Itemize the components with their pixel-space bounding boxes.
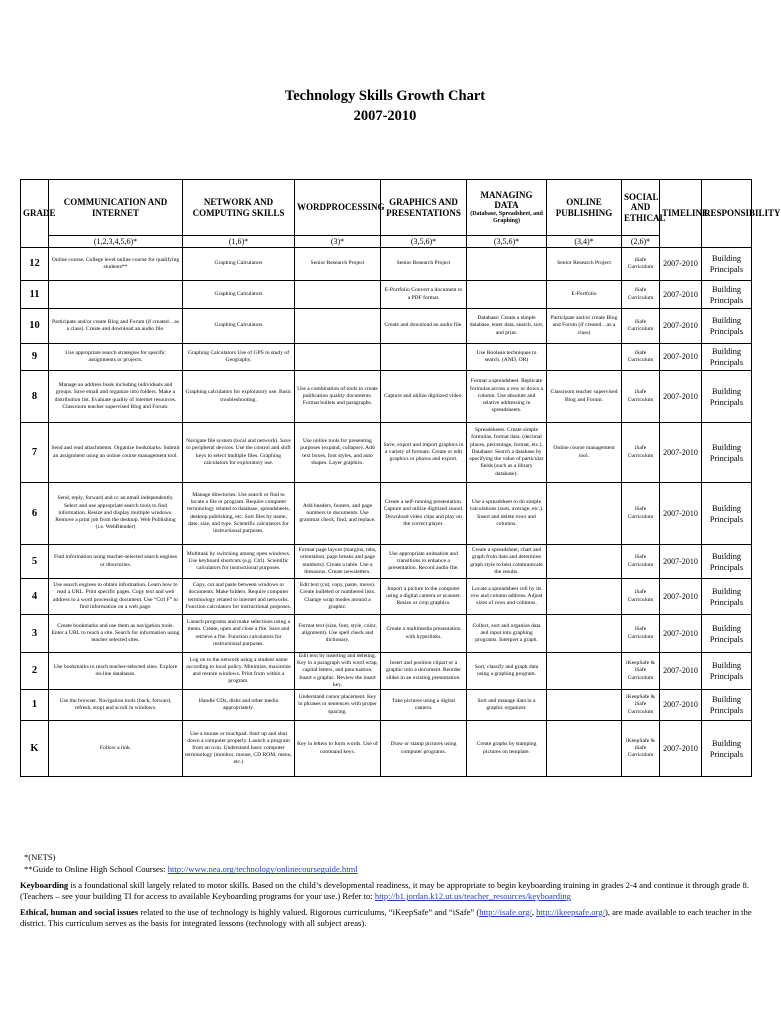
network-cell: Manage directories. Use search or find to locate a file or program. Require computer terminology related to database, spreadsheets, desktop publishing, etc. Sort files by name, date, size, and type. Scientific calculators for instructional purposes. <box>183 483 295 545</box>
wordprocessing-cell: Edit text by inserting and deleting. Key in a paragraph with word wrap, capital letters, and punctuation. Insert a graphic. Review the insert key. <box>295 653 381 690</box>
keyboarding-text: is a foundational skill largely related to motor skills. Based on the child’s developmental readiness, it may be appropriate to begin keyboarding training in grades 2-4 and continue it through grade 8. (Teachers – see your building TI for access to available Keyboarding programs for your use.) Refer to: <box>20 879 749 902</box>
table-row <box>21 690 752 721</box>
responsibility-cell: Building Principals <box>702 721 752 777</box>
ethical-sep: , <box>531 906 537 917</box>
graphics-cell: Create and download an audio file. <box>381 309 467 344</box>
online-publishing-cell: Senior Research Project <box>547 248 622 281</box>
grade-cell: 4 <box>21 579 49 615</box>
responsibility-cell: Building Principals <box>702 248 752 281</box>
network-cell: Graphing Calculators <box>183 281 295 309</box>
grade-cell: 8 <box>21 371 49 423</box>
responsibility-cell: Building Principals <box>702 344 752 371</box>
managing-data-cell: Format a spreadsheet. Replicate formulas across a row or down a column. Use absolute and relative addressing in spreadsheets. <box>467 371 547 423</box>
social-ethical-cell: iSafe Curriculum <box>622 344 660 371</box>
social-ethical-cell: iSafe Curriculum <box>622 309 660 344</box>
table-row <box>21 423 752 483</box>
online-publishing-cell: Online course management tool. <box>547 423 622 483</box>
communication-cell: Use bookmarks to reach teacher-selected sites. Explore on-line databases. <box>49 653 183 690</box>
social-ethical-cell: iKeepSafe & iSafe Curriculum <box>622 653 660 690</box>
grade-cell: 3 <box>21 615 49 653</box>
page-subtitle: 2007-2010 <box>353 108 417 124</box>
title-block <box>0 86 770 126</box>
ethical-label: Ethical, human and social issues <box>20 906 139 917</box>
timeline-cell: 2007-2010 <box>660 721 702 777</box>
online-publishing-cell <box>547 690 622 721</box>
network-cell: Navigate file system (local and network). Save to peripheral devices. Use the control and shift keys to select multiple files. Graphing calculators for exploratory use. <box>183 423 295 483</box>
header-wordprocessing: WORDPROCESSING <box>295 180 381 236</box>
standard-wordprocessing: (3)* <box>295 236 381 248</box>
online-publishing-cell <box>547 653 622 690</box>
grade-cell: K <box>21 721 49 777</box>
grade-cell: 2 <box>21 653 49 690</box>
responsibility-cell: Building Principals <box>702 483 752 545</box>
social-ethical-cell: iSafe Curriculum <box>622 248 660 281</box>
table-row <box>21 721 752 777</box>
managing-data-cell: Locate a spreadsheet cell by its row and column address. Adjust sizes of rows and columns. <box>467 579 547 615</box>
social-ethical-cell: iSafe Curriculum <box>622 545 660 579</box>
responsibility-cell: Building Principals <box>702 281 752 309</box>
table-row <box>21 281 752 309</box>
network-cell: Graphing calculators for exploratory use. Basic troubleshooting. <box>183 371 295 423</box>
online-publishing-cell <box>547 579 622 615</box>
wordprocessing-cell: Use online tools for presenting purposes (expand, collapse). Add text boxes, font styles, and auto shapes. Layer graphics. <box>295 423 381 483</box>
standard-managing: (3,5,6)* <box>467 236 547 248</box>
timeline-cell: 2007-2010 <box>660 344 702 371</box>
standard-graphics: (3,5,6)* <box>381 236 467 248</box>
graphics-cell: Insert and position clipart or a graphic into a document. Reorder slides in an existing presentation. <box>381 653 467 690</box>
table-row <box>21 545 752 579</box>
wordprocessing-cell: Use a combination of tools to create publication quality documents. Format bullets and paragraphs. <box>295 371 381 423</box>
wordprocessing-cell: Understand cursor placement. Key in phrases or sentences with proper spacing. <box>295 690 381 721</box>
table-row <box>21 483 752 545</box>
table-row <box>21 248 752 281</box>
timeline-cell: 2007-2010 <box>660 281 702 309</box>
online-publishing-cell: E-Portfolio <box>547 281 622 309</box>
wordprocessing-cell: Format text (size, font, style, color, alignment). Use spell check and dictionary. <box>295 615 381 653</box>
responsibility-cell: Building Principals <box>702 579 752 615</box>
keyboarding-label: Keyboarding <box>20 879 69 890</box>
table-row <box>21 579 752 615</box>
responsibility-cell: Building Principals <box>702 371 752 423</box>
grade-cell: 11 <box>21 281 49 309</box>
graphics-cell: Import a picture to the computer using a digital camera or scanner. Resize or crop graphics. <box>381 579 467 615</box>
network-cell: Copy, cut and paste between windows or documents. Make folders. Require computer terminology related to internet and networks. Function calculators for instructional purposes. <box>183 579 295 615</box>
communication-cell: Create bookmarks and use them as navigation tools. Enter a URL to reach a site. Search for information using teacher selected sites. <box>49 615 183 653</box>
social-ethical-cell: iSafe Curriculum <box>622 281 660 309</box>
grade-cell: 1 <box>21 690 49 721</box>
managing-data-cell: Sort and manage data in a graphic organizer. <box>467 690 547 721</box>
graphics-cell <box>381 344 467 371</box>
communication-cell <box>49 281 183 309</box>
communication-cell: Participate and/or create Blog and Forum (if created…as a class). Create and download an audio file. <box>49 309 183 344</box>
online-publishing-cell <box>547 545 622 579</box>
communication-cell: Use appropriate search strategies for specific assignments or projects. <box>49 344 183 371</box>
social-ethical-cell: iSafe Curriculum <box>622 423 660 483</box>
communication-cell: Follow a link. <box>49 721 183 777</box>
network-cell: Use a mouse or touchpad. Start up and shut down a computer properly. Launch a program from an icon. Understand basic computer terminology (monitor, mouse, CD ROM, menu, etc.) <box>183 721 295 777</box>
graphics-cell: E-Portfolio Convert a document to a PDF format. <box>381 281 467 309</box>
communication-cell: Send, reply, forward and cc an email independently. Select and use appropriate search tools to find information. Resize and display multiple windows. Remove a print job from the desktop. Web Publishing (i.e. WebBlender) <box>49 483 183 545</box>
header-graphics: GRAPHICS AND PRESENTATIONS <box>381 180 467 236</box>
communication-cell: Online course. College level online course for qualifying students** <box>49 248 183 281</box>
communication-cell: Manage an address book including individuals and groups. Save email and organize into folders. Make a distribution list. Evaluate quality of internet resources. Classroom teacher supervised Blog and Forum. <box>49 371 183 423</box>
timeline-cell: 2007-2010 <box>660 423 702 483</box>
header-responsibility: RESPONSIBILITY <box>702 180 752 248</box>
keyboarding-link[interactable]: http://b1.jordan.k12.ut.us/teacher_resources/keyboarding <box>374 891 571 902</box>
table-row <box>21 344 752 371</box>
ethical-note <box>20 907 754 930</box>
grade-cell: 5 <box>21 545 49 579</box>
graphics-cell: Create a multimedia presentation with hyperlinks. <box>381 615 467 653</box>
communication-cell: Use the browser. Navigation tools (back, forward, refresh, stop) and scroll in windows. <box>49 690 183 721</box>
standard-online: (3,4)* <box>547 236 622 248</box>
timeline-cell: 2007-2010 <box>660 309 702 344</box>
social-ethical-cell: iSafe Curriculum <box>622 579 660 615</box>
standard-network: (1,6)* <box>183 236 295 248</box>
table-body <box>21 248 752 777</box>
managing-data-cell: Sort, classify and graph data using a graphing program. <box>467 653 547 690</box>
responsibility-cell: Building Principals <box>702 309 752 344</box>
timeline-cell: 2007-2010 <box>660 615 702 653</box>
social-ethical-cell: iSafe Curriculum <box>622 615 660 653</box>
ikeepsafe-link[interactable]: http://ikeepsafe.org/ <box>536 906 605 917</box>
header-timeline: TIMELINE <box>660 180 702 248</box>
header-social: SOCIAL AND ETHICAL <box>622 180 660 236</box>
header-online: ONLINE PUBLISHING <box>547 180 622 236</box>
table-row <box>21 371 752 423</box>
table-row <box>21 653 752 690</box>
network-cell: Graphing Calculators <box>183 309 295 344</box>
header-grade: GRADE <box>21 180 49 248</box>
timeline-cell: 2007-2010 <box>660 653 702 690</box>
wordprocessing-cell: Senior Research Project <box>295 248 381 281</box>
online-publishing-cell: Classroom teacher supervised Blog and Forum. <box>547 371 622 423</box>
network-cell: Multitask by switching among open windows. Use keyboard shortcuts (e.g. Ctrl). Scientific calculators for instructional purposes. <box>183 545 295 579</box>
wordprocessing-cell: Edit text (cut, copy, paste, move). Create bulleted or numbered lists. Change wrap modes around a graphic. <box>295 579 381 615</box>
table-row <box>21 615 752 653</box>
skills-table <box>20 179 781 777</box>
graphics-cell: Use appropriate animation and transitions to enhance a presentation. Record audio file. <box>381 545 467 579</box>
guide-note <box>20 864 754 875</box>
online-publishing-cell <box>547 721 622 777</box>
online-publishing-cell <box>547 615 622 653</box>
network-cell: Graphing Calculators <box>183 248 295 281</box>
graphics-cell: Capture and utilize digitized video. <box>381 371 467 423</box>
managing-data-cell: Use a spreadsheet to do simple calculations (sum, average, etc.). Insert and delete rows and columns. <box>467 483 547 545</box>
standard-communication: (1,2,3,4,5,6)* <box>49 236 183 248</box>
managing-data-cell: Collect, sort and organize data and input into graphing programs. Interpret a graph. <box>467 615 547 653</box>
guide-prefix: **Guide to Online High School Courses: <box>24 864 168 875</box>
ethical-text-1: related to the use of technology is highly valued. Rigorous curriculums, “iKeepSafe” and “iSafe” ( <box>138 906 480 917</box>
network-cell: Launch programs and make selections using a menu. Create, open and close a file. Save and retrieve a file. Function calculators for instructional purposes. <box>183 615 295 653</box>
guide-link[interactable]: http://www.nea.org/technology/onlinecourseguide.html <box>167 864 358 875</box>
wordprocessing-cell: Add headers, footers, and page numbers to documents. Use grammar check, find, and replace. <box>295 483 381 545</box>
network-cell: Graphing Calculators Use of GPS in study of Geography. <box>183 344 295 371</box>
timeline-cell: 2007-2010 <box>660 371 702 423</box>
timeline-cell: 2007-2010 <box>660 690 702 721</box>
graphics-cell: Create a self-running presentation. Capture and utilize digitized sound. Download video clips and play on the correct player. <box>381 483 467 545</box>
wordprocessing-cell: Format page layout (margins, tabs, orientation, page breaks and page numbers). Create a table. Use a thesaurus. Create newsletters. <box>295 545 381 579</box>
grade-cell: 7 <box>21 423 49 483</box>
communication-cell: Find information using teacher-selected search engines or directories. <box>49 545 183 579</box>
graphics-cell: Draw or stamp pictures using computer programs. <box>381 721 467 777</box>
online-publishing-cell <box>547 344 622 371</box>
responsibility-cell: Building Principals <box>702 690 752 721</box>
responsibility-cell: Building Principals <box>702 653 752 690</box>
managing-data-cell: Database: Create a simple database, enter data, search, sort, and print. <box>467 309 547 344</box>
social-ethical-cell: iSafe Curriculum <box>622 483 660 545</box>
keyboarding-note <box>20 880 754 903</box>
managing-data-cell: Create a spreadsheet, chart and graph from data and determine graph style to best communicate the results. <box>467 545 547 579</box>
footnotes <box>20 852 754 930</box>
grade-cell: 6 <box>21 483 49 545</box>
timeline-cell: 2007-2010 <box>660 248 702 281</box>
network-cell: Handle CDs, disks and other media appropriately. <box>183 690 295 721</box>
header-managing-data <box>467 180 547 236</box>
grade-cell: 12 <box>21 248 49 281</box>
grade-cell: 10 <box>21 309 49 344</box>
ethical-text-2: ), are made available to each teacher in the district. This curriculum serves as the basis for integrated lessons (technology with all subject areas). <box>20 906 752 929</box>
table-row <box>21 309 752 344</box>
managing-data-cell: Use Boolean techniques to search. (AND, OR) <box>467 344 547 371</box>
online-publishing-cell: Participate and/or create Blog and Forum (if created…as a class) <box>547 309 622 344</box>
nets-note: *(NETS) <box>24 852 56 862</box>
managing-data-cell <box>467 281 547 309</box>
page-title: Technology Skills Growth Chart <box>284 88 486 104</box>
managing-data-cell: Create graphs by stamping pictures on template. <box>467 721 547 777</box>
social-ethical-cell: iKeepSafe & iSafe Curriculum <box>622 721 660 777</box>
grade-cell: 9 <box>21 344 49 371</box>
timeline-cell: 2007-2010 <box>660 545 702 579</box>
isafe-link[interactable]: http://isafe.org/ <box>479 906 532 917</box>
header-network: NETWORK AND COMPUTING SKILLS <box>183 180 295 236</box>
managing-data-cell <box>467 248 547 281</box>
managing-data-cell: Spreadsheets: Create simple formulas, format data. (decimal places, percentage, format, etc.). Database: Search a database by specifying the value of particular fields (such as a library database). <box>467 423 547 483</box>
wordprocessing-cell <box>295 344 381 371</box>
responsibility-cell: Building Principals <box>702 545 752 579</box>
wordprocessing-cell <box>295 309 381 344</box>
graphics-cell: Save, export and import graphics in a variety of formats. Create or edit graphics or photos and export. <box>381 423 467 483</box>
communication-cell: Use search engines to obtain information. Learn how to read a URL. Print specific pages. Copy text and web address to a word processing document. Use “Ctrl F” to find information on a web page. <box>49 579 183 615</box>
standard-social: (2,6)* <box>622 236 660 248</box>
responsibility-cell: Building Principals <box>702 423 752 483</box>
header-communication: COMMUNICATION AND INTERNET <box>49 180 183 236</box>
header-managing-title: MANAGING DATA <box>480 189 533 211</box>
communication-cell: Send and read attachments. Organize bookmarks. Submit an assignment using an online course management tool. <box>49 423 183 483</box>
wordprocessing-cell <box>295 281 381 309</box>
header-managing-subtitle: (Database, Spreadsheet, and Graphing) <box>470 210 543 224</box>
responsibility-cell: Building Principals <box>702 615 752 653</box>
timeline-cell: 2007-2010 <box>660 579 702 615</box>
social-ethical-cell: iKeepSafe & iSafe Curriculum <box>622 690 660 721</box>
social-ethical-cell: iSafe Curriculum <box>622 371 660 423</box>
graphics-cell: Senior Research Project <box>381 248 467 281</box>
network-cell: Log on to the network using a student name according to local policy. Minimize, maximize and restore windows. Print from within a program. <box>183 653 295 690</box>
timeline-cell: 2007-2010 <box>660 483 702 545</box>
graphics-cell: Take pictures using a digital camera. <box>381 690 467 721</box>
online-publishing-cell <box>547 483 622 545</box>
wordprocessing-cell: Key in letters to form words. Use of command keys. <box>295 721 381 777</box>
